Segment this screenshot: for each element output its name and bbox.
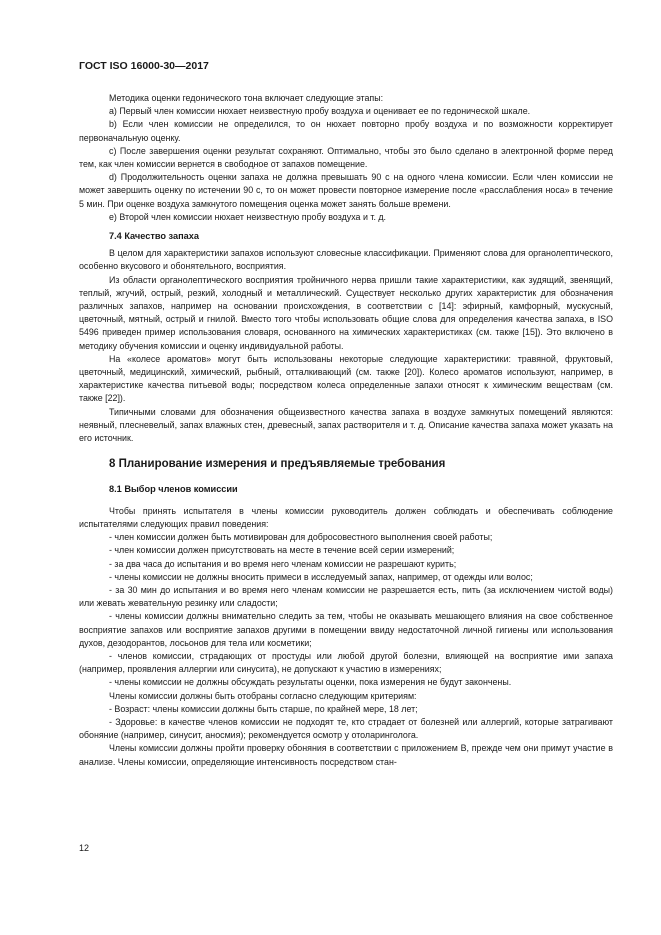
list-item: - за 30 мин до испытания и во время него членам комиссии не разрешается есть, пить (за исключением чистой воды) или жевать жевательную резинку или сладости; bbox=[79, 584, 613, 609]
intro-paragraph: c) После завершения оценки результат сохраняют. Оптимально, чтобы это было сделано в электронной форме перед тем, как член комиссии вернется в свободное от запахов помещение. bbox=[79, 145, 613, 170]
section-8-1-paragraph: Члены комиссии должны быть отобраны согласно следующим критериям: bbox=[109, 690, 417, 701]
list-item: - член комиссии должен присутствовать на месте в течение всей серии измерений; bbox=[109, 545, 455, 556]
section-7-4-title: 7.4 Качество запаха bbox=[109, 231, 199, 242]
intro-paragraph: b) Если член комиссии не определился, то он нюхает повторно пробу воздуха и по возможности корректирует первоначальную оценку. bbox=[79, 119, 613, 143]
intro-paragraph: a) Первый член комиссии нюхает неизвестную пробу воздуха и оценивает ее по гедонической шкале. bbox=[109, 106, 531, 117]
list-item: - членов комиссии, страдающих от простуды или любой другой болезни, влияющей на восприятие ими запаха (например, проявления аллергии или синусита), не допускают к участию в измерениях; bbox=[79, 650, 613, 675]
list-item: - Возраст: члены комиссии должны быть старше, по крайней мере, 18 лет; bbox=[109, 703, 418, 714]
list-item: - член комиссии должен быть мотивирован для добросовестного выполнения своей работы; bbox=[109, 532, 493, 543]
section-8-1-paragraph: Чтобы принять испытателя в члены комиссии руководитель должен соблюдать и обеспечивать соблюдение испытателями следующих правил поведения: bbox=[79, 505, 613, 529]
document-header: ГОСТ ISO 16000-30—2017 bbox=[79, 60, 209, 72]
intro-paragraph: d) Продолжительность оценки запаха не должна превышать 90 с на одного члена комиссии. Если член комиссии не может завершить оценку по истечении 90 с, то он может провести повторное измерение после «расслабления носа» в течение 5 мин. При оценке воздуха замкнутого помещения оценка может занять больше времени. bbox=[79, 172, 613, 209]
list-item: - за два часа до испытания и во время него членам комиссии не разрешают курить; bbox=[109, 558, 457, 569]
intro-paragraph: e) Второй член комиссии нюхает неизвестную пробу воздуха и т. д. bbox=[109, 211, 387, 222]
list-item: - члены комиссии не должны обсуждать результаты оценки, пока измерения не будут закончены. bbox=[109, 677, 512, 688]
section-8-1-paragraph: Члены комиссии должны пройти проверку обоняния в соответствии с приложением B, прежде чем они примут участие в анализе. Члены комиссии, определяющие интенсивность посредством стан- bbox=[79, 743, 613, 767]
page-content bbox=[79, 92, 613, 769]
intro-paragraph: Методика оценки гедонического тона включает следующие этапы: bbox=[109, 93, 384, 103]
list-item: - члены комиссии не должны вносить примеси в исследуемый запах, например, от одежды или волос; bbox=[109, 571, 533, 582]
section-7-4-paragraph: В целом для характеристики запахов используют словесные классификации. Применяют слова для органолептического, особенно вкусового и обонятельного, восприятия. bbox=[79, 248, 613, 272]
list-item: - Здоровье: в качестве членов комиссии не подходят те, кто страдает от болезней или аллергий, которые затрагивают обоняние (например, синусит, аносмия); рекомендуется осмотр у отоларинголога. bbox=[79, 716, 613, 741]
list-item: - члены комиссии должны внимательно следить за тем, чтобы не оказывать мешающего влияния на свое собственное восприятие запахов или восприятие запахов другими в помещении ввиду недостаточной личной гигиены или использования духов, дезодорантов, лосьонов для тела или косметики; bbox=[79, 611, 613, 648]
section-7-4-paragraph: На «колесе ароматов» могут быть использованы некоторые следующие характеристики: травяной, фруктовый, цветочный, медицинский, химический, рыбный, отталкивающий (см. также [20]). Колесо ароматов используют, например, в характеристике качества питьевой воды; посредством колеса определенные запахи относят к химическим веществам (см. также [22]). bbox=[79, 353, 613, 404]
section-7-4-paragraph: Из области органолептического восприятия тройничного нерва пришли такие характеристики, как зудящий, звенящий, теплый, жгучий, острый, резкий, холодный и металлический. Существует несколько других характеристик для обозначения различных запахов, например на основании происхождения, в соответствии с [14]: эфирный, камфорный, мускусный, цветочный, мятный, острый и гнилой. Вместо того чтобы использовать общие слова для определения качества запаха, в ISO 5496 приведен пример использования словаря, основанного на химических характеристиках (см. также [15]). Это включено в методику обучения комиссии и оценку индивидуальной работы. bbox=[79, 274, 613, 351]
page-number: 12 bbox=[79, 843, 90, 853]
section-8-1-title: 8.1 Выбор членов комиссии bbox=[109, 484, 238, 495]
section-8-title: 8 Планирование измерения и предъявляемые требования bbox=[109, 458, 446, 471]
section-7-4-paragraph: Типичными словами для обозначения общеизвестного качества запаха в воздухе замкнутых помещений являются: неявный, плесневелый, запах влажных стен, древесный, запах растворителя и т. д. Описание качества запаха может указать на его источник. bbox=[79, 406, 613, 444]
